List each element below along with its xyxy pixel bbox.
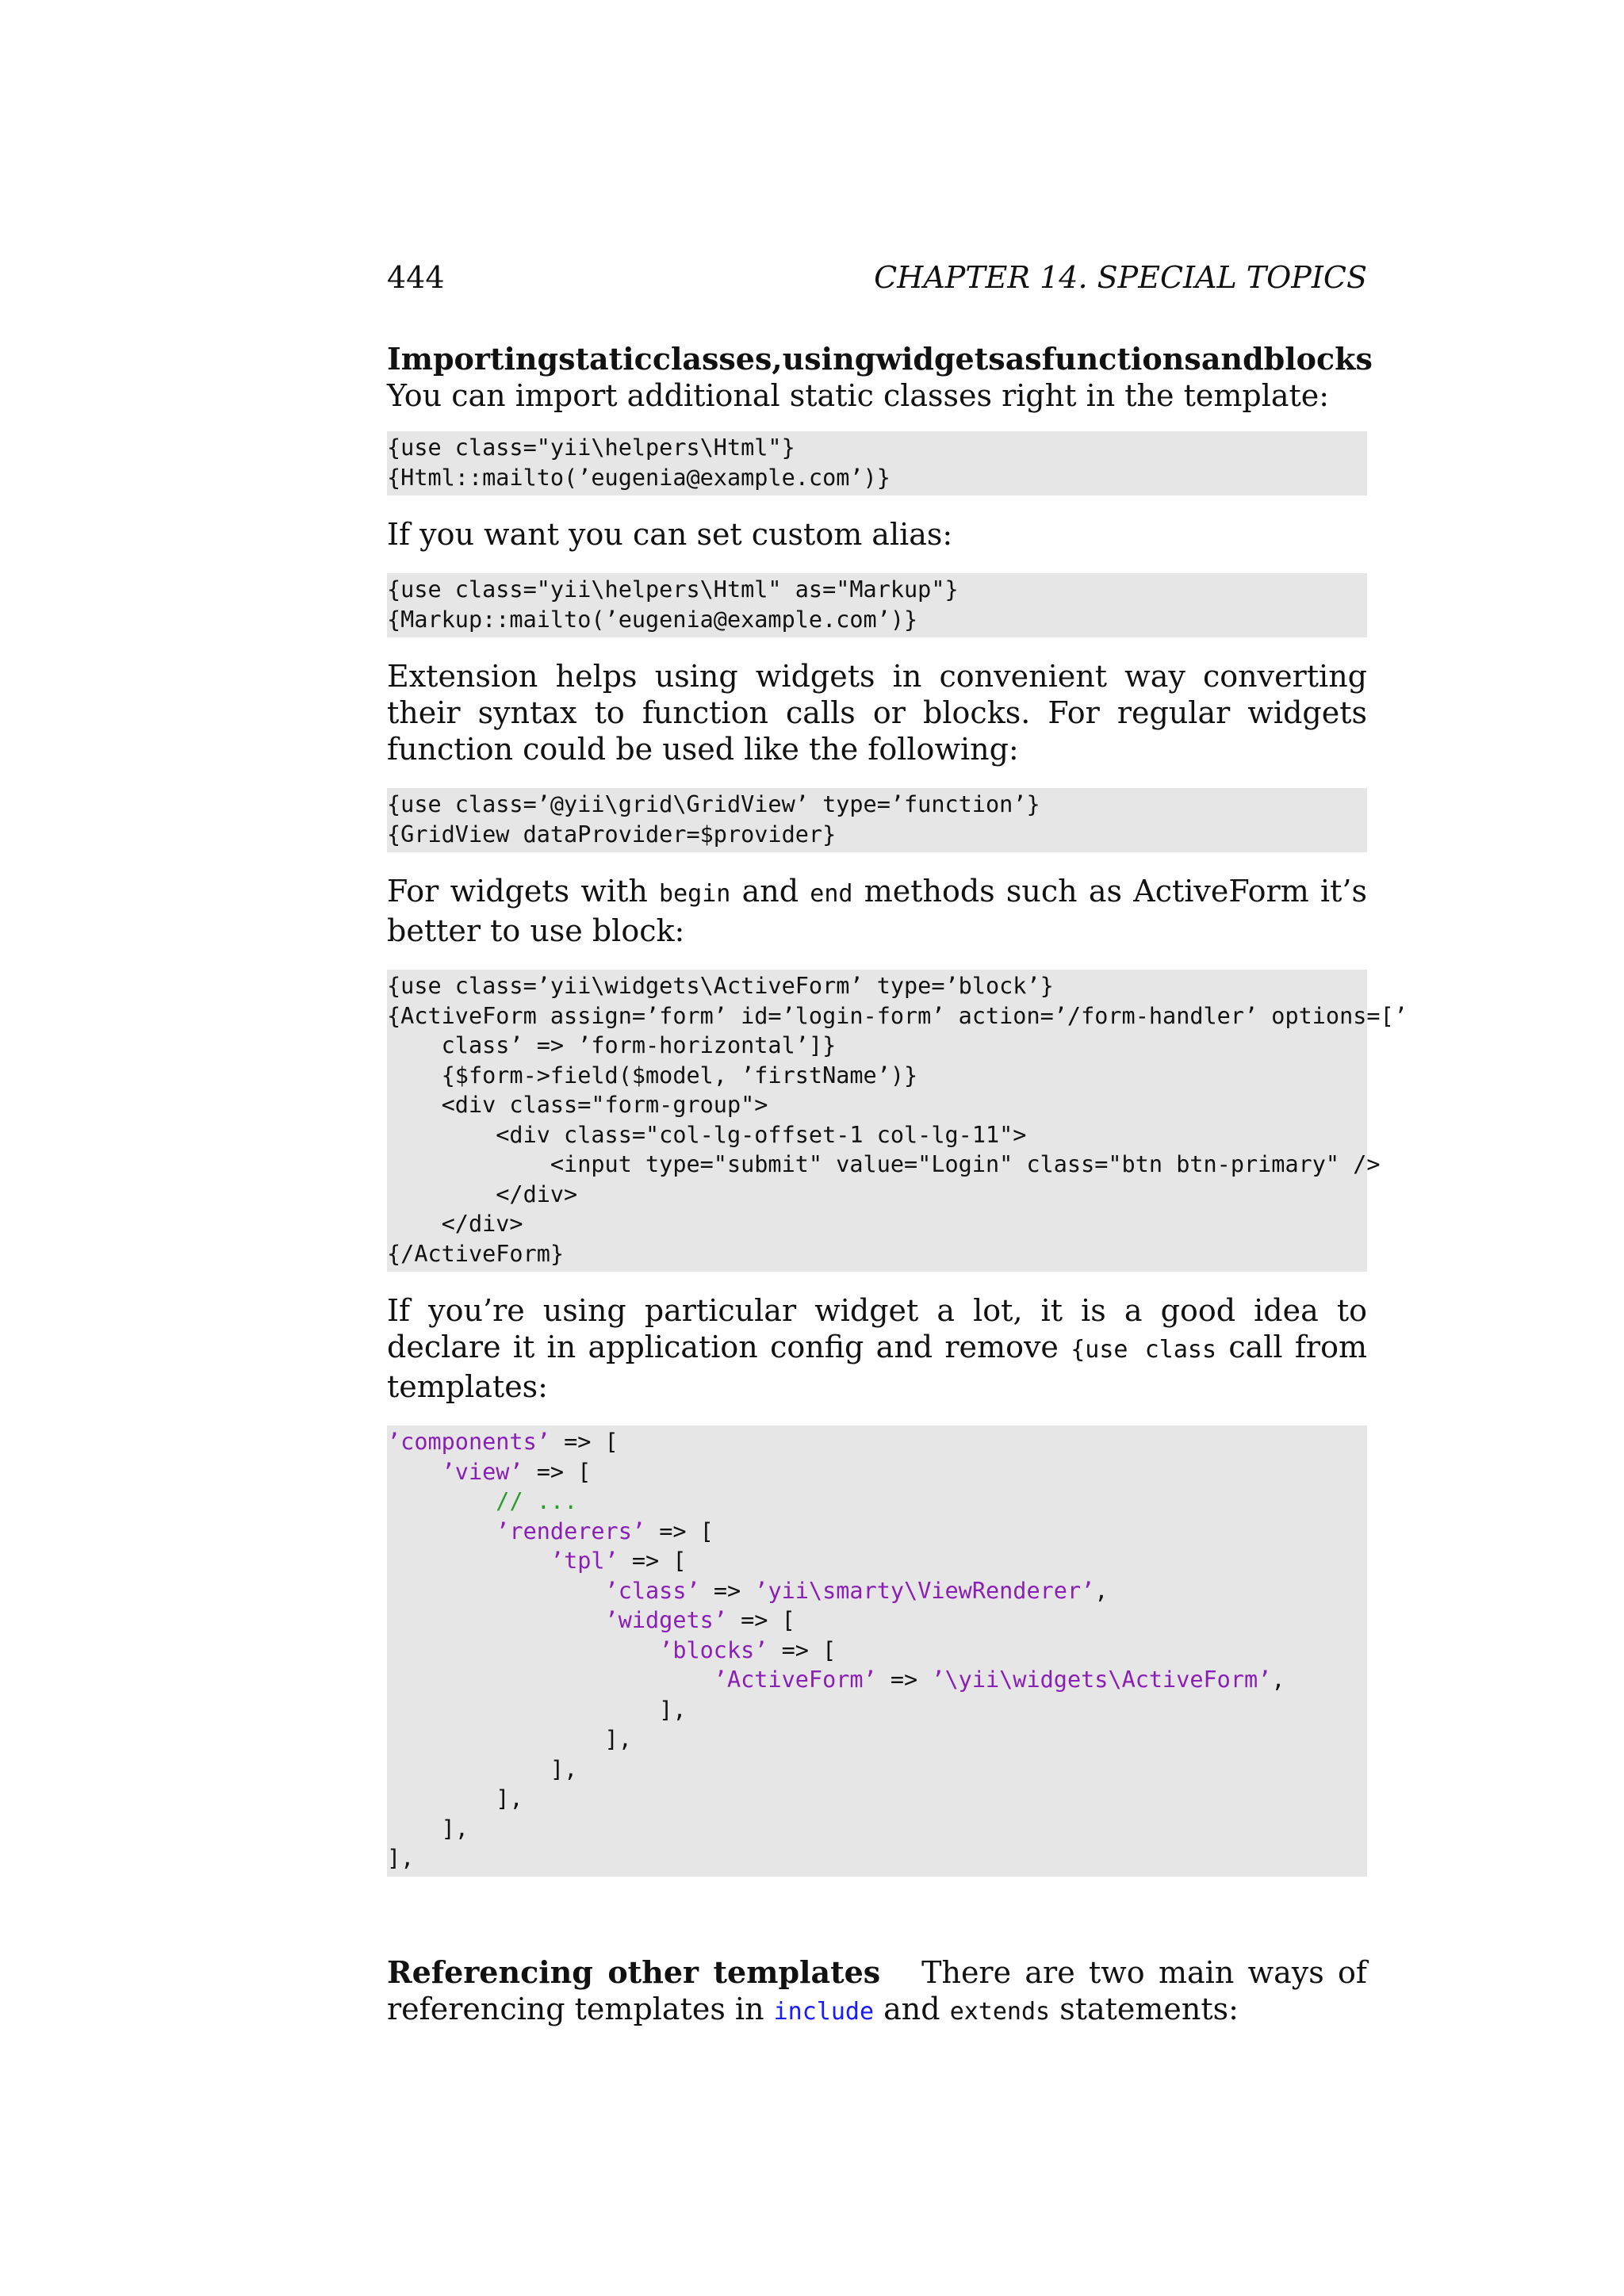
code-text <box>387 1488 496 1514</box>
code-line: class’ => ’form-horizontal’]} <box>387 1032 837 1058</box>
code-text: , <box>1094 1577 1109 1604</box>
code-string: ’class’ <box>604 1577 700 1604</box>
code-line <box>387 1665 1367 1695</box>
paragraph-alias: If you want you can set custom alias: <box>387 517 953 552</box>
heading-word: classes, <box>652 341 783 377</box>
code-text: , <box>1271 1667 1285 1693</box>
heading-word: blocks <box>1263 341 1373 377</box>
chapter-title: CHAPTER 14. SPECIAL TOPICS <box>874 260 1367 295</box>
code-text: => [ <box>726 1607 795 1633</box>
code-string: ’blocks’ <box>659 1636 768 1663</box>
code-line <box>387 1605 1367 1636</box>
code-line <box>387 1724 1367 1755</box>
page-number: 444 <box>387 260 445 295</box>
code-text: ], <box>441 1815 469 1842</box>
code-line: {Html::mailto(’eugenia@example.com’)} <box>387 464 891 491</box>
heading-word: Importing <box>387 341 559 377</box>
code-line <box>387 1457 1367 1487</box>
code-text: => [ <box>550 1429 619 1455</box>
code-text <box>387 1726 605 1752</box>
code-text: => <box>876 1667 932 1693</box>
code-text <box>387 1459 442 1485</box>
code-text: => [ <box>645 1517 714 1544</box>
paragraph-block <box>387 873 1367 949</box>
code-block-function-widget <box>387 788 1367 852</box>
text-fragment: For widgets with <box>387 874 660 909</box>
page-header <box>387 255 1367 300</box>
code-string: ’ActiveForm’ <box>713 1667 877 1693</box>
code-line <box>387 1427 1367 1457</box>
code-line: {ActiveForm assign=’form’ id=’login-form’ action=’/form-handler’ options=[’ <box>387 1002 1408 1029</box>
inline-code-end: end <box>810 880 853 908</box>
inline-code-include: include <box>773 1997 875 2026</box>
code-line <box>387 1814 1367 1844</box>
code-string: ’yii\smarty\ViewRenderer’ <box>754 1577 1095 1604</box>
code-line <box>387 1755 1367 1785</box>
code-line: {use class="yii\helpers\Html" as="Markup"} <box>387 576 959 603</box>
text-fragment: statements: <box>1050 1991 1239 2026</box>
text-fragment: and <box>730 874 810 909</box>
code-text <box>387 1578 605 1604</box>
code-line: {GridView dataProvider=$provider} <box>387 821 837 848</box>
code-text <box>387 1548 550 1574</box>
page-content <box>387 341 1408 2051</box>
paragraph-referencing <box>387 1954 1367 2030</box>
code-text: => [ <box>768 1636 837 1663</box>
section-heading-referencing: Referencing other templates <box>387 1954 881 1990</box>
code-text <box>387 1697 659 1723</box>
code-line: {Markup::mailto(’eugenia@example.com’)} <box>387 606 918 633</box>
code-line <box>387 1546 1367 1576</box>
code-text <box>387 1607 605 1633</box>
code-line <box>387 1843 1367 1873</box>
section-heading-importing <box>387 341 1373 377</box>
code-line: {use class=’yii\widgets\ActiveForm’ type=’block’} <box>387 973 1054 999</box>
code-line <box>387 1576 1367 1606</box>
code-block-use-class <box>387 431 1367 496</box>
code-line <box>387 1636 1367 1666</box>
code-line: <input type="submit" value="Login" class="btn btn-primary" /> <box>387 1151 1381 1177</box>
code-text <box>387 1816 442 1842</box>
code-text <box>387 1518 496 1544</box>
code-line: <div class="form-group"> <box>387 1092 768 1118</box>
code-string: ’\yii\widgets\ActiveForm’ <box>931 1667 1272 1693</box>
code-line <box>387 1695 1367 1725</box>
paragraph-config <box>387 1292 1367 1405</box>
code-text: ], <box>659 1696 687 1723</box>
text-fragment: There are two main ways of referencing templates in <box>387 1954 1367 2026</box>
code-text <box>387 1785 496 1812</box>
code-line <box>387 1784 1367 1814</box>
code-string: ’tpl’ <box>550 1548 619 1574</box>
code-text: => [ <box>618 1548 687 1574</box>
code-line: {/ActiveForm} <box>387 1240 565 1267</box>
heading-word: as <box>1005 341 1042 377</box>
code-text: ], <box>604 1726 632 1752</box>
code-string: ’widgets’ <box>604 1607 727 1633</box>
code-comment: // ... <box>496 1488 578 1514</box>
code-text: => <box>699 1577 755 1604</box>
code-line: </div> <box>387 1211 523 1237</box>
code-line: {use class=’@yii\grid\GridView’ type=’function’} <box>387 791 1040 817</box>
code-text: ], <box>496 1785 523 1812</box>
code-line: </div> <box>387 1181 578 1207</box>
heading-word: widgets <box>875 341 1005 377</box>
code-string: ’view’ <box>441 1458 523 1485</box>
text-fragment: and <box>874 1991 950 2026</box>
heading-word: using <box>782 341 876 377</box>
text-fragment: call from templates: <box>387 1330 1367 1404</box>
code-block-alias <box>387 573 1367 637</box>
heading-word: static <box>558 341 653 377</box>
paragraph-extension: Extension helps using widgets in convenient way converting their syntax to function calls or blocks. For regular widgets function could be used like the following: <box>387 659 1367 767</box>
code-text <box>387 1637 659 1663</box>
code-line <box>387 1487 1367 1517</box>
code-line: {$form->field($model, ’firstName’)} <box>387 1062 918 1089</box>
heading-word: and <box>1201 341 1264 377</box>
inline-code-extends: extends <box>949 1997 1051 2026</box>
code-text: ], <box>550 1755 578 1782</box>
code-text: ], <box>387 1845 415 1871</box>
text-fragment: If you’re using particular widget a lot, it is a good idea to declare it in application config and remove <box>387 1293 1367 1364</box>
code-text <box>387 1756 550 1782</box>
code-block-config <box>387 1425 1367 1877</box>
code-text: => [ <box>523 1458 592 1485</box>
text-fragment: methods such as ActiveForm it’s better to use block: <box>387 874 1367 948</box>
code-block-activeform <box>387 970 1408 1272</box>
paragraph-intro: You can import additional static classes right in the template: <box>387 378 1330 413</box>
code-string: ’renderers’ <box>496 1517 646 1544</box>
section-spacer <box>387 1897 1367 1954</box>
inline-code-use-class: {use class <box>1071 1336 1217 1364</box>
code-string: ’components’ <box>387 1429 550 1455</box>
code-line: {use class="yii\helpers\Html"} <box>387 434 795 461</box>
code-line: <div class="col-lg-offset-1 col-lg-11"> <box>387 1121 1027 1148</box>
heading-word: functions <box>1041 341 1201 377</box>
inline-code-begin: begin <box>659 880 731 908</box>
code-text <box>387 1667 714 1693</box>
code-line <box>387 1517 1367 1547</box>
